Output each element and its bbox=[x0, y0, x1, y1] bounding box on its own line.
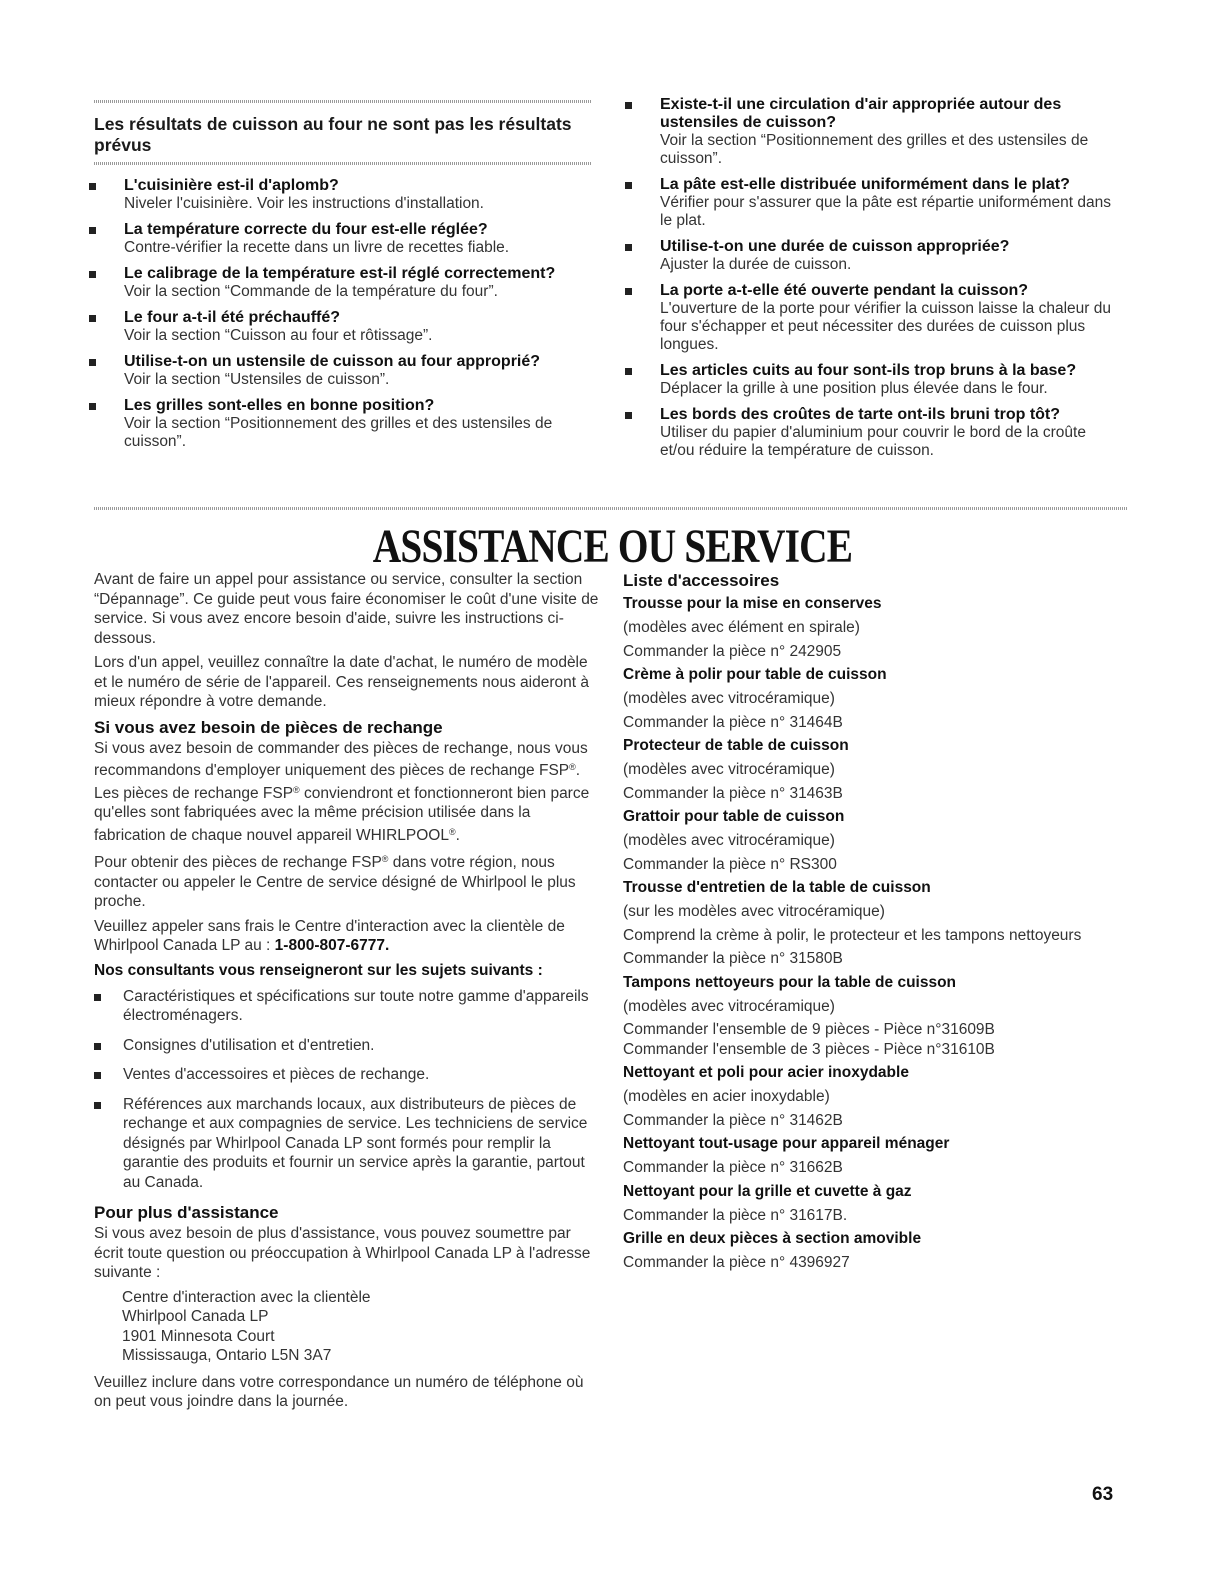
topic-item bbox=[94, 1065, 604, 1085]
bullet-square-icon bbox=[625, 182, 632, 189]
troubleshoot-question: La température correcte du four est-elle réglée? bbox=[124, 221, 488, 238]
accessory-detail: (modèles avec vitrocéramique) bbox=[623, 832, 835, 849]
dotted-rule-section bbox=[94, 507, 1128, 510]
accessory-detail: Commander l'ensemble de 9 pièces - Pièce n°31609B Commander l'ensemble de 3 pièces - Pièce n°31610B bbox=[623, 1021, 995, 1058]
troubleshoot-question: Les grilles sont-elles en bonne position? bbox=[124, 397, 435, 414]
bullet-square-icon bbox=[625, 244, 632, 251]
troubleshoot-question: La pâte est-elle distribuée uniformément dans le plat? bbox=[660, 176, 1070, 193]
troubleshoot-heading: Les résultats de cuisson au four ne sont pas les résultats prévus bbox=[94, 114, 572, 155]
troubleshoot-item bbox=[117, 353, 597, 389]
address-line: Mississauga, Ontario L5N 3A7 bbox=[122, 1347, 332, 1364]
troubleshoot-question: Les articles cuits au four sont-ils trop bruns à la base? bbox=[660, 362, 1077, 379]
troubleshoot-answer: Déplacer la grille à une position plus élevée dans le four. bbox=[660, 380, 1048, 397]
accessory-detail: (modèles en acier inoxydable) bbox=[623, 1088, 830, 1105]
accessories-column bbox=[623, 570, 1123, 1277]
bullet-square-icon bbox=[94, 1043, 101, 1050]
accessory-item bbox=[623, 878, 1123, 969]
accessory-name: Grille en deux pièces à section amovible bbox=[623, 1230, 922, 1247]
registered-mark: ® bbox=[569, 762, 576, 772]
troubleshoot-answer: Voir la section “Ustensiles de cuisson”. bbox=[124, 371, 390, 388]
accessory-item bbox=[623, 1182, 1123, 1226]
troubleshoot-left-list bbox=[117, 177, 597, 451]
accessory-detail: (modèles avec vitrocéramique) bbox=[623, 690, 835, 707]
troubleshoot-answer: Voir la section “Commande de la température du four”. bbox=[124, 283, 498, 300]
registered-mark: ® bbox=[448, 826, 456, 837]
address-line: Whirlpool Canada LP bbox=[122, 1308, 269, 1325]
bullet-square-icon bbox=[89, 359, 96, 366]
accessory-name: Crème à polir pour table de cuisson bbox=[623, 666, 887, 683]
accessory-detail: Commander la pièce n° 242905 bbox=[623, 642, 842, 660]
troubleshoot-answer: Niveler l'cuisinière. Voir les instructions d'installation. bbox=[124, 195, 484, 212]
phone-number: 1-800-807-6777. bbox=[274, 937, 390, 954]
bullet-square-icon bbox=[94, 994, 101, 1001]
accessory-detail: Commander la pièce n° RS300 bbox=[623, 855, 837, 873]
troubleshoot-item bbox=[117, 309, 597, 345]
troubleshoot-question: Le four a-t-il été préchauffé? bbox=[124, 309, 341, 326]
troubleshoot-item bbox=[653, 176, 1123, 230]
accessory-name: Trousse pour la mise en conserves bbox=[623, 595, 882, 612]
address-line: Centre d'interaction avec la clientèle bbox=[122, 1288, 371, 1306]
bullet-square-icon bbox=[625, 368, 632, 375]
troubleshoot-question: Les bords des croûtes de tarte ont-ils bruni trop tôt? bbox=[660, 406, 1061, 423]
accessory-name: Nettoyant tout-usage pour appareil ménager bbox=[623, 1135, 950, 1152]
bullet-square-icon bbox=[89, 315, 96, 322]
registered-mark: ® bbox=[381, 854, 389, 864]
bullet-square-icon bbox=[89, 403, 96, 410]
address-line: 1901 Minnesota Court bbox=[122, 1327, 275, 1345]
accessory-detail: Commander la pièce n° 4396927 bbox=[623, 1254, 850, 1271]
accessory-detail: (modèles avec vitrocéramique) bbox=[623, 761, 835, 778]
assistance-column bbox=[94, 570, 604, 1417]
accessory-detail: Commander la pièce n° 31462B bbox=[623, 1111, 843, 1129]
troubleshoot-item bbox=[653, 282, 1123, 354]
topic-item bbox=[94, 987, 604, 1026]
troubleshoot-question: Existe-t-il une circulation d'air appropriée autour des ustensiles de cuisson? bbox=[660, 96, 1062, 131]
accessory-detail: (modèles avec élément en spirale) bbox=[623, 619, 860, 636]
accessory-detail: Commander la pièce n° 31463B bbox=[623, 784, 843, 802]
topic-item bbox=[94, 1036, 604, 1056]
topic-text: Consignes d'utilisation et d'entretien. bbox=[123, 1036, 375, 1054]
troubleshoot-item bbox=[117, 397, 597, 451]
accessory-name: Protecteur de table de cuisson bbox=[623, 737, 849, 754]
troubleshoot-left-column bbox=[94, 114, 597, 459]
troubleshoot-right-column bbox=[623, 96, 1123, 468]
accessories-title: Liste d'accessoires bbox=[623, 571, 780, 590]
bullet-square-icon bbox=[625, 102, 632, 109]
bullet-square-icon bbox=[89, 271, 96, 278]
troubleshoot-answer: Contre-vérifier la recette dans un livre de recettes fiable. bbox=[124, 239, 510, 256]
topic-text: Références aux marchands locaux, aux distributeurs de pièces de rechange et aux compagnies de service. Les techniciens de service désignés par Whirlpool Canada LP sont formés pour remplir la garantie des produits et fournir un service après la garantie, partout au Canada. bbox=[123, 1095, 588, 1191]
troubleshoot-answer: Voir la section “Positionnement des grilles et des ustensiles de cuisson”. bbox=[124, 415, 553, 450]
accessory-name: Grattoir pour table de cuisson bbox=[623, 808, 845, 825]
topic-text: Ventes d'accessoires et pièces de rechange. bbox=[123, 1066, 430, 1083]
topics-list bbox=[94, 987, 604, 1193]
accessory-item bbox=[623, 973, 1123, 1060]
call-info-paragraph: Lors d'un appel, veuillez connaître la date d'achat, le numéro de modèle et le numéro de série de l'appareil. Ces renseignements nous aideront à mieux répondre à votre demande. bbox=[94, 654, 589, 710]
accessory-detail: Comprend la crème à polir, le protecteur et les tampons nettoyeurs bbox=[623, 926, 1082, 944]
accessory-detail: Commander la pièce n° 31580B bbox=[623, 950, 843, 967]
bullet-square-icon bbox=[94, 1072, 101, 1079]
accessory-item bbox=[623, 1063, 1123, 1130]
troubleshoot-question: Le calibrage de la température est-il réglé correctement? bbox=[124, 265, 556, 282]
bullet-square-icon bbox=[94, 1102, 101, 1109]
parts-region-paragraph: Pour obtenir des pièces de rechange FSP® dans votre région, nous contacter ou appeler le Centre de service désigné de Whirlpool le plus proche. bbox=[94, 854, 576, 910]
troubleshoot-item bbox=[653, 406, 1123, 460]
bullet-square-icon bbox=[625, 412, 632, 419]
more-assistance-paragraph: Si vous avez besoin de plus d'assistance, vous pouvez soumettre par écrit toute question ou préoccupation à Whirlpool Canada LP à l'adresse suivante : bbox=[94, 1225, 591, 1281]
bullet-square-icon bbox=[625, 288, 632, 295]
accessory-detail: Commander la pièce n° 31662B bbox=[623, 1159, 843, 1176]
main-title: ASSISTANCE OU SERVICE bbox=[372, 520, 853, 573]
accessory-name: Nettoyant et poli pour acier inoxydable bbox=[623, 1064, 909, 1081]
troubleshoot-question: La porte a-t-elle été ouverte pendant la cuisson? bbox=[660, 282, 1029, 299]
accessory-item bbox=[623, 1134, 1123, 1178]
dotted-rule-under-heading bbox=[94, 162, 592, 165]
troubleshoot-answer: L'ouverture de la porte pour vérifier la cuisson laisse la chaleur du four s'échapper et peut nécessiter des durées de cuisson plus longues. bbox=[660, 300, 1111, 353]
troubleshoot-answer: Utiliser du papier d'aluminium pour couvrir le bord de la croûte et/ou réduire la température de cuisson. bbox=[660, 424, 1086, 459]
troubleshoot-item bbox=[117, 221, 597, 257]
accessory-detail: Commander la pièce n° 31617B. bbox=[623, 1206, 848, 1224]
parts-heading: Si vous avez besoin de pièces de rechange bbox=[94, 717, 443, 737]
bullet-square-icon bbox=[89, 183, 96, 190]
accessories-list bbox=[623, 594, 1123, 1273]
troubleshoot-question: Utilise-t-on un ustensile de cuisson au four approprié? bbox=[124, 353, 541, 370]
troubleshoot-question: L'cuisinière est-il d'aplomb? bbox=[124, 177, 339, 194]
troubleshoot-item bbox=[653, 96, 1123, 168]
troubleshoot-answer: Voir la section “Cuisson au four et rôtissage”. bbox=[124, 327, 433, 344]
troubleshoot-item bbox=[117, 265, 597, 301]
dotted-rule-top-left bbox=[94, 100, 592, 103]
accessory-name: Trousse d'entretien de la table de cuisson bbox=[623, 879, 931, 896]
accessory-detail: (modèles avec vitrocéramique) bbox=[623, 997, 835, 1015]
phone-paragraph: Veuillez appeler sans frais le Centre d'interaction avec la clientèle de Whirlpool Canada LP au : 1-800-807-6777. bbox=[94, 917, 565, 954]
accessory-item bbox=[623, 807, 1123, 874]
accessory-item bbox=[623, 1229, 1123, 1273]
parts-paragraph: Si vous avez besoin de commander des pièces de rechange, nous vous recommandons d'employer uniquement des pièces de rechange FSP®. Les pièces de rechange FSP® conviendront et fonctionneront bien parce qu'elles sont fabriquées avec la même précision utilisée dans la fabrication de chaque nouvel appareil WHIRLPOOL®. bbox=[94, 739, 590, 844]
page-number: 63 bbox=[1092, 1484, 1114, 1505]
registered-mark: ® bbox=[293, 784, 300, 795]
topic-item bbox=[94, 1095, 604, 1193]
topics-heading: Nos consultants vous renseigneront sur les sujets suivants : bbox=[94, 961, 543, 979]
accessory-detail: (sur les modèles avec vitrocéramique) bbox=[623, 903, 885, 920]
troubleshoot-right-list bbox=[653, 96, 1123, 460]
troubleshoot-item bbox=[653, 362, 1123, 398]
troubleshoot-answer: Voir la section “Positionnement des grilles et des ustensiles de cuisson”. bbox=[660, 132, 1089, 167]
accessory-item bbox=[623, 736, 1123, 803]
accessory-item bbox=[623, 665, 1123, 732]
intro-paragraph: Avant de faire un appel pour assistance ou service, consulter la section “Dépannage”. Ce guide peut vous faire économiser le coût d'une visite de service. Si vous avez encore besoin d'aide, suivre les instructions ci-dessous. bbox=[94, 571, 599, 647]
troubleshoot-item bbox=[653, 238, 1123, 274]
troubleshoot-question: Utilise-t-on une durée de cuisson appropriée? bbox=[660, 238, 1010, 255]
bullet-square-icon bbox=[89, 227, 96, 234]
accessory-item bbox=[623, 594, 1123, 661]
accessory-name: Nettoyant pour la grille et cuvette à gaz bbox=[623, 1182, 912, 1200]
troubleshoot-answer: Vérifier pour s'assurer que la pâte est répartie uniformément dans le plat. bbox=[660, 194, 1111, 229]
closing-paragraph: Veuillez inclure dans votre correspondance un numéro de téléphone où on peut vous joindre dans la journée. bbox=[94, 1373, 584, 1410]
troubleshoot-item bbox=[117, 177, 597, 213]
mailing-address bbox=[94, 1288, 604, 1366]
more-assistance-heading: Pour plus d'assistance bbox=[94, 1203, 279, 1222]
accessory-detail: Commander la pièce n° 31464B bbox=[623, 713, 843, 731]
topic-text: Caractéristiques et spécifications sur toute notre gamme d'appareils électroménagers. bbox=[123, 987, 589, 1024]
accessory-name: Tampons nettoyeurs pour la table de cuisson bbox=[623, 973, 957, 991]
troubleshoot-answer: Ajuster la durée de cuisson. bbox=[660, 256, 852, 273]
